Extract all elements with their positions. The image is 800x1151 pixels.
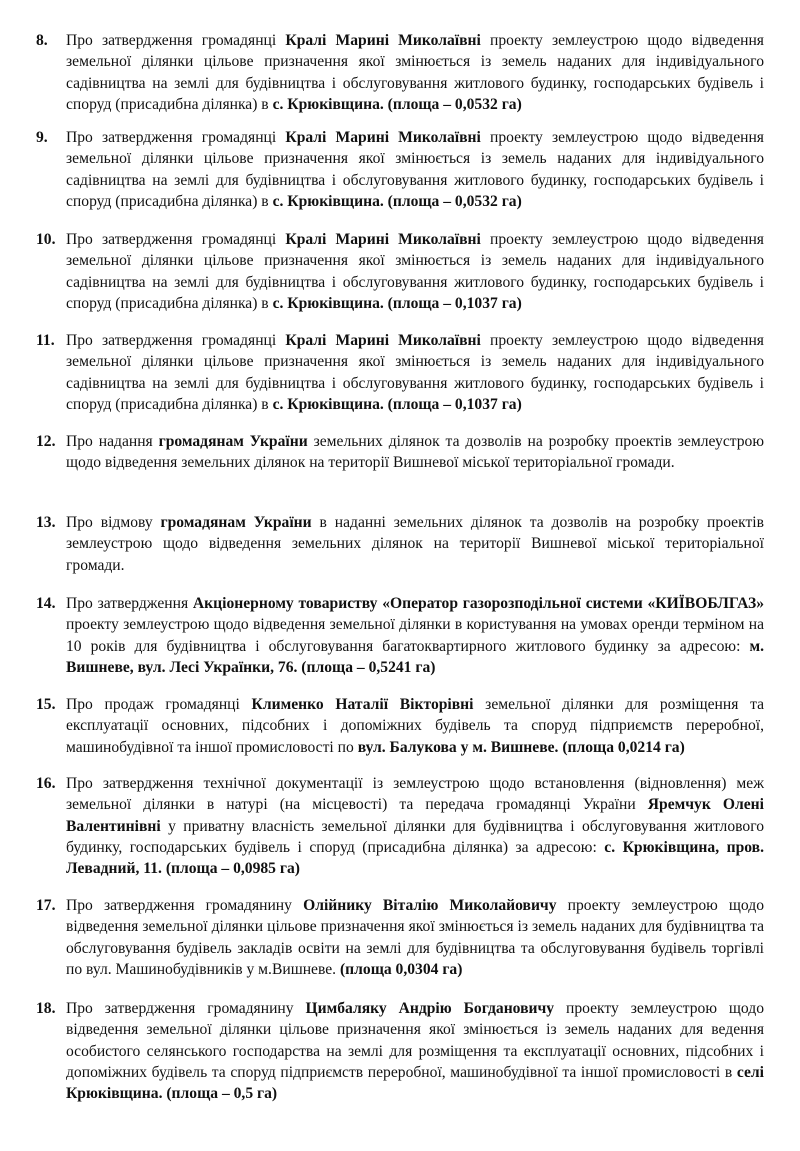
agenda-item-12: [36, 431, 764, 474]
item-text-segment: в наданні земельних ділянок та дозволів на розробку проектів землеустрою щодо відведення земельних ділянок на території Вишневої міської територіальної громади.: [66, 514, 764, 574]
item-text: [66, 512, 764, 576]
person-name: Кралі Марині Миколаївні: [285, 129, 481, 146]
location-area: с. Крюківщина, пров. Левадний, 11. (площа – 0,0985 га): [66, 838, 764, 878]
person-name: Цимбаляку Андрію Богдановичу: [305, 1000, 555, 1017]
person-name: Яремчук Олені Валентинівні: [66, 796, 764, 835]
location-area: м. Вишневе, вул. Лесі Українки, 76. (площа – 0,5241 га): [66, 637, 764, 676]
agenda-item-8: [36, 30, 764, 115]
agenda-item-10: [36, 229, 764, 314]
item-number: 12.: [36, 433, 56, 450]
item-number: 11.: [36, 332, 55, 349]
item-text-segment: проекту землеустрою щодо відведення земельної ділянки цільове призначення якої змінюється із земель наданих для індивідуального садівництва на землі для будівництва і обслуговування житлового будинку, господарських будівель і споруд (присадибна ділянка) в: [66, 32, 764, 113]
agenda-item-16: [36, 773, 764, 879]
item-text-segment: проекту землеустрою щодо відведення земельної ділянки цільове призначення якої змінюється із земель наданих для індивідуального садівництва на землі для будівництва і обслуговування житлового будинку, господарських будівель і споруд (присадибна ділянка) в: [66, 129, 764, 210]
item-text-segment: проекту землеустрою щодо відведення земельної ділянки цільове призначення якої змінюється із земель наданих для ведення особистого селянського господарства на землі для розміщення та експлуатації основних, підсобних і допоміжних будівель та споруд підприємств переробної, машинобудівної та іншої промисловості в: [66, 1000, 764, 1081]
item-text-segment: проекту землеустрою щодо відведення земельної ділянки цільове призначення якої змінюється із земель наданих для індивідуального садівництва на землі для будівництва і обслуговування житлового будинку, господарських будівель і споруд (присадибна ділянка) в: [66, 332, 764, 413]
item-text-segment: проекту землеустрою щодо відведення земельної ділянки в користування на умовах оренди терміном на 10 років для будівництва і обслуговування багатоквартирного житлового будинку за адресою:: [66, 616, 764, 655]
item-text-segment: Про затвердження громадянці: [66, 332, 286, 349]
item-text-segment: Про затвердження громадянці: [66, 32, 286, 49]
agenda-item-17: [36, 895, 764, 980]
item-text: [66, 773, 764, 879]
item-text-segment: Про затвердження громадянці: [66, 129, 286, 146]
recipient-group: громадянам України: [160, 514, 312, 531]
item-text-segment: проекту землеустрою щодо відведення земельної ділянки цільове призначення якої змінюється із земель наданих для індивідуального садівництва на землі для будівництва і обслуговування житлового будинку, господарських будівель і споруд (присадибна ділянка) в: [66, 231, 764, 312]
recipient-group: громадянам України: [158, 433, 308, 450]
location-area: (площа 0,0304 га): [339, 960, 463, 978]
location-area: с. Крюківщина. (площа – 0,1037 га): [272, 294, 522, 312]
item-number: 15.: [36, 696, 56, 713]
item-text-segment: Про затвердження громадянину: [66, 1000, 306, 1017]
item-number: 17.: [36, 897, 56, 914]
item-number: 13.: [36, 514, 56, 531]
item-number: 8.: [36, 32, 48, 49]
item-number: 18.: [36, 1000, 56, 1017]
location-area: вул. Балукова у м. Вишневе. (площа 0,0214 га): [357, 738, 685, 756]
item-text: [66, 593, 764, 678]
location-area: с. Крюківщина. (площа – 0,0532 га): [272, 95, 522, 113]
agenda-item-15: [36, 694, 764, 758]
item-text: [66, 431, 764, 474]
agenda-item-18: [36, 998, 764, 1104]
location-area: с. Крюківщина. (площа – 0,0532 га): [272, 192, 522, 210]
item-text: [66, 998, 764, 1104]
agenda-item-9: [36, 127, 764, 212]
item-text: [66, 30, 764, 115]
item-text-segment: Про затвердження громадянину: [66, 897, 304, 914]
item-text-segment: Про затвердження технічної документації із землеустрою щодо встановлення (відновлення) меж земельної ділянки в натурі (на місцевості) та передача громадянці України: [66, 775, 764, 814]
item-text-segment: Про затвердження: [66, 595, 193, 612]
location-area: селі Крюківщина. (площа – 0,5 га): [66, 1063, 764, 1103]
item-text-segment: Про продаж громадянці: [66, 696, 252, 713]
item-text: [66, 229, 764, 314]
location-area: с. Крюківщина. (площа – 0,1037 га): [272, 395, 522, 413]
item-number: 9.: [36, 129, 48, 146]
item-text: [66, 127, 764, 212]
person-name: Кралі Марині Миколаївні: [285, 332, 481, 349]
item-text-segment: земельної ділянки для розміщення та експлуатації основних, підсобних і допоміжних будівель та споруд підприємств переробної, машинобудівної та іншої промисловості по: [66, 696, 764, 756]
person-name: Олійнику Віталію Миколайовичу: [303, 897, 557, 914]
person-name: Клименко Наталії Вікторівні: [251, 696, 474, 713]
item-number: 14.: [36, 595, 56, 612]
item-text-segment: земельних ділянок та дозволів на розробку проектів землеустрою щодо відведення земельних ділянок на території Вишневої міської територіальної громади.: [66, 433, 764, 472]
item-text: [66, 330, 764, 415]
item-number: 10.: [36, 231, 56, 248]
person-name: Кралі Марині Миколаївні: [285, 32, 481, 49]
agenda-item-13: [36, 512, 764, 576]
item-text-segment: у приватну власність земельної ділянки для будівництва і обслуговування житлового будинку, господарських будівель і споруд (присадибна ділянка) за адресою:: [66, 817, 764, 856]
organization-name: Акціонерному товариству «Оператор газорозподільної системи «КИЇВОБЛГАЗ»: [192, 595, 764, 612]
item-number: 16.: [36, 775, 56, 792]
item-text-segment: Про надання: [66, 433, 159, 450]
agenda-item-14: [36, 593, 764, 678]
item-text-segment: Про затвердження громадянці: [66, 231, 286, 248]
item-text: [66, 895, 764, 980]
item-text-segment: проекту землеустрою щодо відведення земельної ділянки цільове призначення якої змінюється із земель наданих для будівництва та обслуговування будівель закладів освіти на землі для будівництва та обслуговування будівель торгівлі по вул. Машинобудівників у м.Вишневе.: [66, 897, 764, 978]
agenda-item-11: [36, 330, 764, 415]
item-text: [66, 694, 764, 758]
item-text-segment: Про відмову: [66, 514, 161, 531]
person-name: Кралі Марині Миколаївні: [285, 231, 481, 248]
